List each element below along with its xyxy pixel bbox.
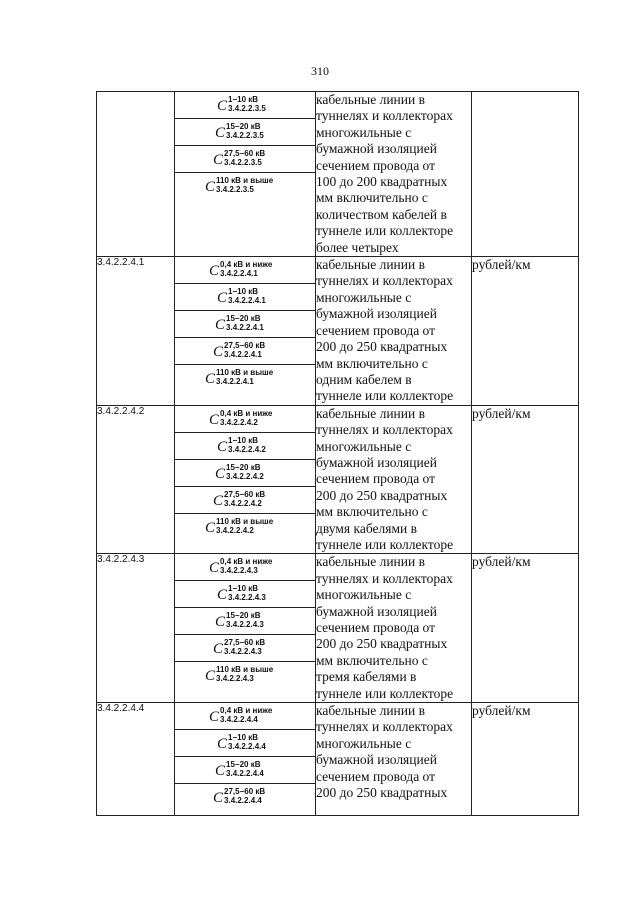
rate-symbol-letter: C bbox=[215, 317, 226, 334]
voltage-superscript: 110 кВ и выше bbox=[216, 368, 274, 378]
description-line: сечением провода от bbox=[316, 620, 436, 635]
description-line: бумажной изоляцией bbox=[316, 752, 437, 768]
rate-symbol bbox=[175, 119, 315, 146]
voltage-superscript: 15−20 кВ bbox=[226, 462, 261, 472]
description-line: двумя кабелями в bbox=[316, 520, 417, 536]
rate-symbol bbox=[175, 662, 315, 688]
voltage-superscript: 1−10 кВ bbox=[228, 287, 259, 297]
voltage-superscript: 110 кВ и выше bbox=[216, 665, 274, 675]
voltage-superscript: 15−20 кВ bbox=[226, 314, 261, 324]
description-line: бумажной изоляцией bbox=[316, 141, 437, 157]
rate-symbol-letter: C bbox=[205, 668, 216, 685]
voltage-superscript: 1−10 кВ bbox=[228, 733, 259, 743]
voltage-superscript: 0,4 кВ и ниже bbox=[220, 557, 273, 567]
item-code: 3.4.2.2.4.1 bbox=[97, 257, 175, 406]
rate-symbol-letter: C bbox=[213, 344, 224, 361]
voltage-superscript: 15−20 кВ bbox=[226, 760, 261, 770]
item-code: 3.4.2.2.4.3 bbox=[97, 554, 175, 703]
rate-symbol bbox=[175, 406, 315, 433]
description-line: 200 до 250 квадратных bbox=[316, 339, 448, 355]
rate-symbol-letter: C bbox=[215, 465, 226, 482]
description-line: мм включительно с bbox=[316, 190, 428, 206]
rate-symbol bbox=[175, 784, 315, 810]
rate-symbol-letter: C bbox=[213, 152, 224, 168]
rate-symbol-letter: C bbox=[213, 790, 224, 807]
rate-symbol-letter: C bbox=[213, 641, 224, 658]
description-line: туннелях и коллекторах bbox=[316, 273, 453, 289]
code-subscript: 3.4.2.2.3.5 bbox=[224, 158, 262, 167]
description-line: кабельные линии в bbox=[316, 405, 425, 421]
rate-symbol bbox=[175, 460, 315, 487]
voltage-superscript: 0,4 кВ и ниже bbox=[220, 706, 273, 716]
code-subscript: 3.4.2.2.4.2 bbox=[220, 417, 258, 427]
code-subscript: 3.4.2.2.4.3 bbox=[216, 674, 254, 684]
description-line: многожильные с bbox=[316, 587, 412, 603]
table-row bbox=[97, 257, 579, 406]
rate-symbol-letter: C bbox=[209, 411, 220, 428]
rate-symbol-letter: C bbox=[215, 763, 226, 780]
description-line: многожильные с bbox=[316, 438, 412, 454]
rate-symbols-cell bbox=[175, 405, 316, 554]
description-line: одним кабелем в bbox=[316, 371, 412, 387]
unit: рублей/км bbox=[472, 554, 579, 703]
description bbox=[316, 92, 472, 257]
rate-symbol bbox=[175, 554, 315, 581]
rate-symbol-letter: C bbox=[217, 98, 228, 114]
code-subscript: 3.4.2.2.4.1 bbox=[228, 296, 266, 306]
rate-symbol-letter: C bbox=[217, 587, 228, 604]
rate-symbol-letter: C bbox=[217, 290, 228, 307]
code-subscript: 3.4.2.2.4.1 bbox=[216, 377, 254, 387]
code-subscript: 3.4.2.2.4.2 bbox=[228, 444, 266, 454]
voltage-superscript: 110 кВ и выше bbox=[216, 516, 274, 526]
code-subscript: 3.4.2.2.4.2 bbox=[226, 471, 264, 481]
voltage-superscript: 27,5−60 кВ bbox=[224, 149, 266, 158]
rate-symbol bbox=[175, 514, 315, 540]
rate-symbol bbox=[175, 608, 315, 635]
rate-symbol bbox=[175, 173, 315, 199]
rate-symbol-letter: C bbox=[217, 736, 228, 753]
description-line: бумажной изоляцией bbox=[316, 454, 437, 470]
code-subscript: 3.4.2.2.4.4 bbox=[226, 769, 264, 779]
description-line: 200 до 250 квадратных bbox=[316, 785, 448, 801]
voltage-superscript: 1−10 кВ bbox=[228, 584, 259, 594]
description-line: туннеле или коллекторе bbox=[316, 536, 454, 552]
description bbox=[316, 405, 472, 554]
rate-symbol bbox=[175, 365, 315, 391]
description-line: кабельные линии в bbox=[316, 703, 425, 719]
description bbox=[316, 554, 472, 703]
code-subscript: 3.4.2.2.4.3 bbox=[224, 647, 262, 657]
code-subscript: 3.4.2.2.4.4 bbox=[224, 796, 262, 806]
rate-symbol bbox=[175, 581, 315, 608]
voltage-superscript: 0,4 кВ и ниже bbox=[220, 408, 273, 418]
rate-symbol bbox=[175, 433, 315, 460]
voltage-superscript: 15−20 кВ bbox=[226, 611, 261, 621]
rate-symbol bbox=[175, 757, 315, 784]
voltage-superscript: 27,5−60 кВ bbox=[224, 787, 266, 797]
voltage-superscript: 27,5−60 кВ bbox=[224, 341, 266, 351]
rate-symbol bbox=[175, 257, 315, 284]
description-line: туннелях и коллекторах bbox=[316, 719, 453, 735]
rate-symbol bbox=[175, 146, 315, 173]
description-line: бумажной изоляцией bbox=[316, 603, 437, 619]
description-line: туннелях и коллекторах bbox=[316, 108, 453, 124]
code-subscript: 3.4.2.2.4.1 bbox=[224, 350, 262, 360]
rate-symbol-letter: C bbox=[209, 560, 220, 577]
rate-symbols-cell bbox=[175, 92, 316, 257]
code-subscript: 3.4.2.2.4.3 bbox=[220, 566, 258, 576]
rate-symbol-letter: C bbox=[209, 263, 220, 280]
rate-symbol bbox=[175, 703, 315, 730]
description-line: сечением провода от bbox=[316, 768, 436, 784]
rate-symbol-letter: C bbox=[205, 519, 216, 536]
description-line: мм включительно с bbox=[316, 652, 428, 668]
rate-symbol bbox=[175, 487, 315, 514]
description-line: тремя кабелями в bbox=[316, 669, 417, 685]
rate-symbols-cell bbox=[175, 703, 316, 816]
description-line: сечением провода от bbox=[316, 471, 436, 487]
voltage-superscript: 1−10 кВ bbox=[228, 95, 259, 104]
table-row bbox=[97, 92, 579, 257]
item-code bbox=[97, 92, 175, 257]
code-subscript: 3.4.2.2.4.3 bbox=[226, 620, 264, 630]
code-subscript: 3.4.2.2.3.5 bbox=[216, 185, 254, 194]
description-line: 200 до 250 квадратных bbox=[316, 636, 448, 652]
description-line: туннеле или коллекторе bbox=[316, 388, 454, 404]
voltage-superscript: 15−20 кВ bbox=[226, 122, 261, 131]
rate-symbol-letter: C bbox=[205, 371, 216, 388]
rate-symbol-letter: C bbox=[215, 614, 226, 631]
voltage-superscript: 0,4 кВ и ниже bbox=[220, 260, 273, 270]
rate-symbol-letter: C bbox=[209, 709, 220, 726]
description-line: туннеле или коллекторе bbox=[316, 223, 454, 239]
code-subscript: 3.4.2.2.4.2 bbox=[216, 525, 254, 535]
description-line: сечением провода от bbox=[316, 322, 436, 338]
description-line: кабельные линии в bbox=[316, 257, 425, 273]
tariff-table bbox=[96, 91, 579, 816]
description-line: количеством кабелей в bbox=[316, 206, 447, 222]
unit: рублей/км bbox=[472, 405, 579, 554]
rate-symbol bbox=[175, 338, 315, 365]
code-subscript: 3.4.2.2.4.1 bbox=[220, 269, 258, 279]
code-subscript: 3.4.2.2.4.1 bbox=[226, 323, 264, 333]
table-row bbox=[97, 405, 579, 554]
description-line: 100 до 200 квадратных bbox=[316, 174, 448, 190]
rate-symbols-cell bbox=[175, 554, 316, 703]
unit: рублей/км bbox=[472, 703, 579, 816]
item-code: 3.4.2.2.4.2 bbox=[97, 405, 175, 554]
voltage-superscript: 27,5−60 кВ bbox=[224, 489, 266, 499]
description-line: бумажной изоляцией bbox=[316, 306, 437, 322]
description bbox=[316, 703, 472, 816]
description-line: сечением провода от bbox=[316, 157, 436, 173]
table-row bbox=[97, 554, 579, 703]
description-line: туннелях и коллекторах bbox=[316, 570, 453, 586]
rate-symbols-cell bbox=[175, 257, 316, 406]
code-subscript: 3.4.2.2.4.2 bbox=[224, 498, 262, 508]
page-number: 310 bbox=[311, 64, 329, 78]
description-line: многожильные с bbox=[316, 735, 412, 751]
description-line: многожильные с bbox=[316, 124, 412, 140]
description bbox=[316, 257, 472, 406]
unit: рублей/км bbox=[472, 257, 579, 406]
code-subscript: 3.4.2.2.3.5 bbox=[226, 131, 264, 140]
table-row bbox=[97, 703, 579, 816]
code-subscript: 3.4.2.2.4.4 bbox=[220, 715, 258, 725]
voltage-superscript: 1−10 кВ bbox=[228, 435, 259, 445]
description-line: кабельные линии в bbox=[316, 554, 425, 570]
description-line: мм включительно с bbox=[316, 504, 428, 520]
description-line: кабельные линии в bbox=[316, 92, 425, 107]
rate-symbol-letter: C bbox=[217, 438, 228, 455]
rate-symbol bbox=[175, 635, 315, 662]
item-code: 3.4.2.2.4.4 bbox=[97, 703, 175, 816]
code-subscript: 3.4.2.2.3.5 bbox=[228, 104, 266, 113]
unit bbox=[472, 92, 579, 257]
rate-symbol-letter: C bbox=[215, 125, 226, 141]
code-subscript: 3.4.2.2.4.3 bbox=[228, 593, 266, 603]
code-subscript: 3.4.2.2.4.4 bbox=[228, 742, 266, 752]
description-line: туннелях и коллекторах bbox=[316, 422, 453, 438]
rate-symbol bbox=[175, 311, 315, 338]
voltage-superscript: 110 кВ и выше bbox=[216, 176, 274, 185]
voltage-superscript: 27,5−60 кВ bbox=[224, 638, 266, 648]
rate-symbol-letter: C bbox=[213, 492, 224, 509]
description-line: мм включительно с bbox=[316, 355, 428, 371]
rate-symbol bbox=[175, 730, 315, 757]
description-line: многожильные с bbox=[316, 289, 412, 305]
rate-symbol-letter: C bbox=[205, 179, 216, 195]
rate-symbol bbox=[175, 284, 315, 311]
description-line: более четырех bbox=[316, 239, 399, 255]
description-line: 200 до 250 квадратных bbox=[316, 487, 448, 503]
rate-symbol bbox=[175, 92, 315, 119]
description-line: туннеле или коллекторе bbox=[316, 685, 454, 701]
